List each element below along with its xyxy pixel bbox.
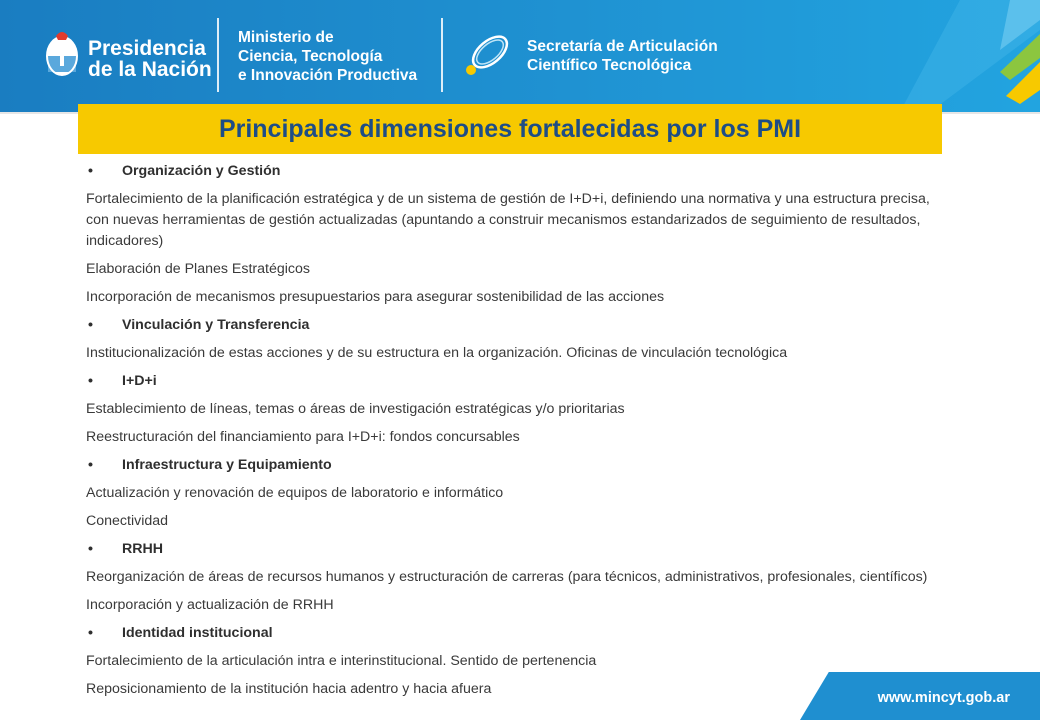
title-bar [78, 104, 942, 154]
presidencia-logo-text [88, 38, 212, 80]
bullet-icon: • [88, 317, 93, 333]
ministerio-line-3: e Innovación Productiva [238, 67, 418, 84]
header-banner [0, 0, 1040, 112]
section-heading [86, 623, 936, 644]
header-divider [441, 18, 443, 92]
presidencia-line-1: Presidencia [88, 37, 206, 60]
section-heading [86, 455, 936, 476]
section-heading [86, 161, 936, 182]
list-item: Actualización y renovación de equipos de laboratorio e informático [86, 485, 504, 501]
section-heading-text: Organización y Gestión [122, 163, 281, 179]
list-item: Fortalecimiento de la planificación estratégica y de un sistema de gestión de I+D+i, definiendo una normativa y una estructura precisa, con nuevas herramientas de gestión actualizadas (apuntando a construir mecanismos estandarizados de seguimiento de resultados, indicadores) [86, 191, 930, 249]
section-heading-text: Vinculación y Transferencia [122, 317, 310, 333]
secretaria-line-1: Secretaría de Articulación [527, 38, 718, 55]
section-heading-text: I+D+i [122, 373, 157, 389]
presidencia-line-2: de la Nación [88, 58, 212, 81]
section-heading-text: Infraestructura y Equipamiento [122, 457, 332, 473]
bullet-icon: • [88, 625, 93, 641]
page-title: Principales dimensiones fortalecidas por los PMI [218, 114, 802, 143]
list-item: Establecimiento de líneas, temas o áreas de investigación estratégicas y/o prioritarias [86, 401, 625, 417]
section-heading-text: Identidad institucional [122, 625, 273, 641]
section-heading [86, 315, 936, 336]
bullet-icon: • [88, 163, 93, 179]
footer-url-link[interactable]: www.mincyt.gob.ar [877, 690, 1010, 706]
list-item: Reposicionamiento de la institución hacia adentro y hacia afuera [86, 681, 492, 697]
secretaria-line-2: Científico Tecnológica [527, 57, 692, 74]
bullet-icon: • [88, 457, 93, 473]
bullet-icon: • [88, 373, 93, 389]
header-divider [217, 18, 219, 92]
list-item: Incorporación y actualización de RRHH [86, 597, 334, 613]
content-list [86, 161, 936, 707]
section-heading [86, 371, 936, 392]
ministerio-line-2: Ciencia, Tecnología [238, 48, 383, 65]
section-heading [86, 539, 936, 560]
list-item: Conectividad [86, 513, 169, 529]
decorative-stripes [900, 0, 1040, 112]
list-item: Fortalecimiento de la articulación intra e interinstitucional. Sentido de pertenencia [86, 653, 597, 669]
ministerio-line-1: Ministerio de [238, 29, 334, 46]
secretaria-logo-text [527, 37, 718, 75]
section-heading-text: RRHH [122, 541, 163, 557]
argentina-shield-icon [44, 26, 80, 78]
ministerio-logo-text [238, 28, 417, 85]
list-item: Reorganización de áreas de recursos humanos y estructuración de carreras (para técnicos, administrativos, profesionales, científicos) [86, 569, 928, 585]
orbit-logo-icon [460, 28, 518, 80]
list-item: Reestructuración del financiamiento para I+D+i: fondos concursables [86, 429, 520, 445]
bullet-icon: • [88, 541, 93, 557]
list-item: Institucionalización de estas acciones y de su estructura en la organización. Oficinas de vinculación tecnológica [86, 345, 788, 361]
list-item: Incorporación de mecanismos presupuestarios para asegurar sostenibilidad de las acciones [86, 289, 665, 305]
list-item: Elaboración de Planes Estratégicos [86, 261, 310, 277]
